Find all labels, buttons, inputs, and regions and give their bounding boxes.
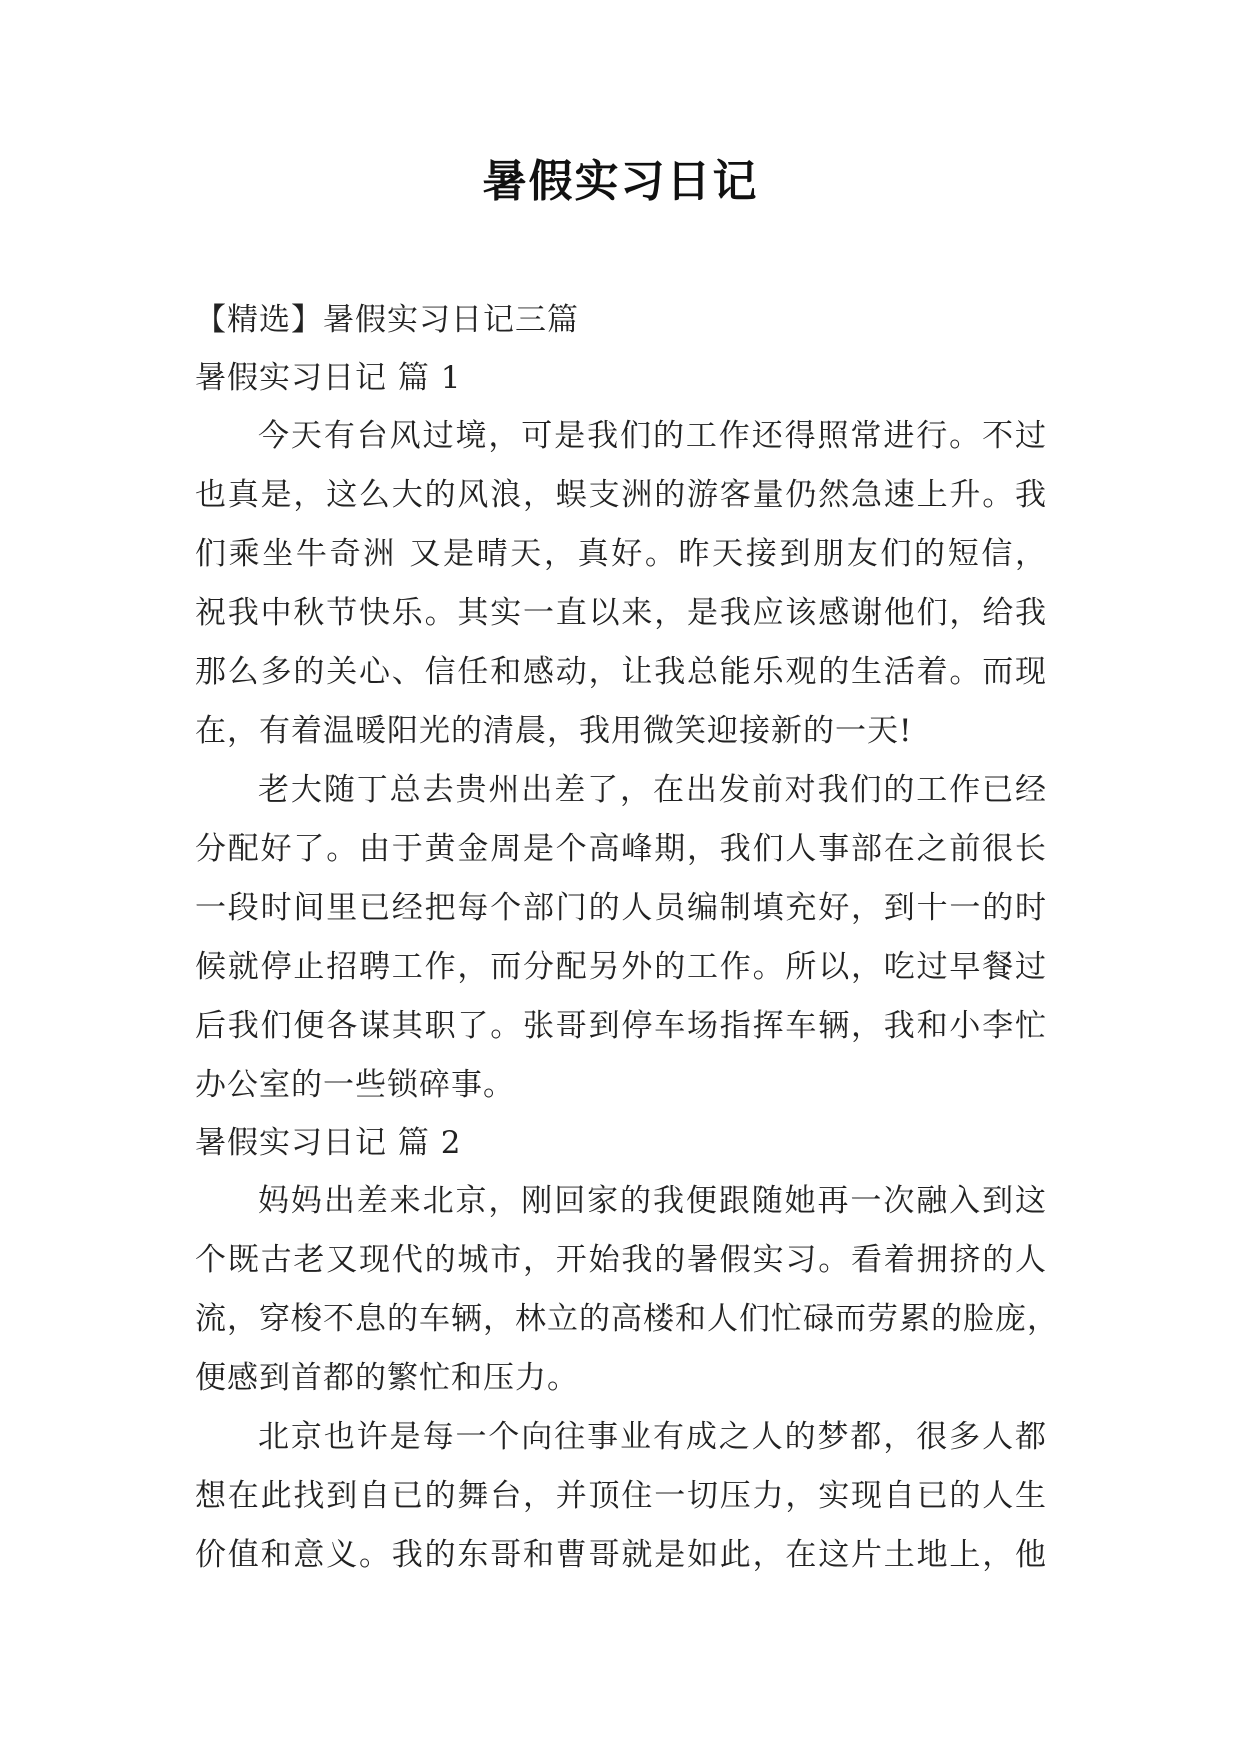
paragraph (195, 1172, 1059, 1408)
paragraph-line: 便感到首都的繁忙和压力。 (195, 1360, 579, 1396)
document-subtitle: 【精选】暑假实习日记三篇 (195, 302, 579, 338)
paragraph-line: 也真是，这么大的风浪，蜈支洲的游客量仍然急速上升。我 (195, 477, 1047, 513)
section-heading: 暑假实习日记 篇 1 (195, 360, 462, 396)
paragraph (195, 1408, 1047, 1585)
paragraph (195, 761, 1047, 1115)
paragraph-line: 今天有台风过境，可是我们的工作还得照常进行。不过 (258, 418, 1047, 454)
paragraph-line: 流，穿梭不息的车辆，林立的高楼和人们忙碌而劳累的脸庞， (195, 1301, 1059, 1337)
paragraph-line: 老大随丁总去贵州出差了，在出发前对我们的工作已经 (258, 772, 1047, 808)
paragraph-line: 后我们便各谋其职了。张哥到停车场指挥车辆，我和小李忙 (195, 1008, 1047, 1044)
paragraph-line: 想在此找到自已的舞台，并顶住一切压力，实现自已的人生 (195, 1478, 1047, 1514)
paragraph-line: 北京也许是每一个向往事业有成之人的梦都，很多人都 (258, 1419, 1047, 1455)
paragraph-line: 价值和意义。我的东哥和曹哥就是如此，在这片土地上，他 (195, 1537, 1047, 1573)
paragraph (195, 407, 1047, 761)
section-heading: 暑假实习日记 篇 2 (195, 1125, 462, 1161)
paragraph-line: 个既古老又现代的城市，开始我的暑假实习。看着拥挤的人 (195, 1242, 1047, 1278)
paragraph-line: 一段时间里已经把每个部门的人员编制填充好，到十一的时 (195, 890, 1047, 926)
paragraph-line: 那么多的关心、信任和感动，让我总能乐观的生活着。而现 (195, 654, 1047, 690)
paragraph-line: 祝我中秋节快乐。其实一直以来，是我应该感谢他们，给我 (195, 595, 1047, 631)
paragraph-line: 在，有着温暖阳光的清晨，我用微笑迎接新的一天! (195, 713, 913, 749)
document-title: 暑假实习日记 (482, 156, 759, 207)
paragraph-line: 办公室的一些锁碎事。 (195, 1067, 515, 1103)
paragraph-line: 妈妈出差来北京，刚回家的我便跟随她再一次融入到这 (258, 1183, 1047, 1219)
paragraph-line: 候就停止招聘工作，而分配另外的工作。所以，吃过早餐过 (195, 949, 1047, 985)
paragraph-line: 们乘坐牛奇洲 又是晴天，真好。昨天接到朋友们的短信， (195, 536, 1047, 572)
paragraph-line: 分配好了。由于黄金周是个高峰期，我们人事部在之前很长 (195, 831, 1047, 867)
document-body (195, 290, 1059, 1585)
